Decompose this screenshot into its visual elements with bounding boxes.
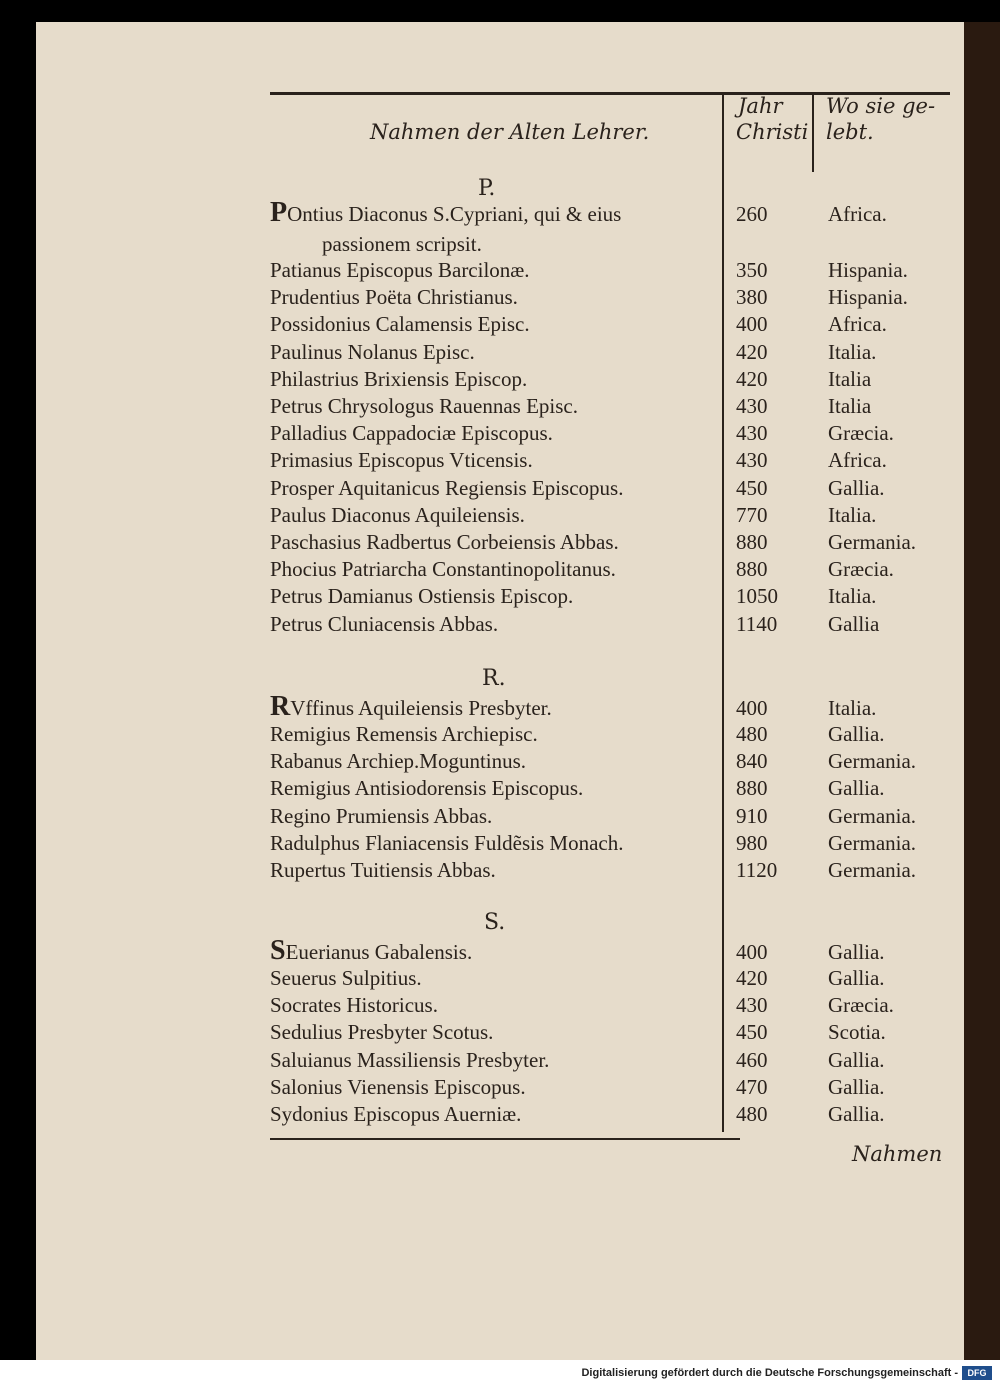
bottom-rule [270,1138,740,1140]
entry-place: Scotia. [828,1020,886,1044]
entry-place: Gallia. [828,722,885,746]
entry-name-rest: Ontius Diaconus S.Cypriani, qui & eius [287,202,622,226]
entry-place: Italia. [828,584,877,608]
table-row [270,1048,950,1075]
table-row [270,749,950,776]
entry-year: 1050 [736,584,778,608]
entry-name: Socrates Historicus. [270,993,438,1017]
header-year-line2: Christi [736,120,809,144]
table-row [270,722,950,749]
catchword: Nahmen [852,1142,943,1166]
entry-place: Italia. [828,340,877,364]
table-row [270,448,950,475]
entry-name: Rupertus Tuitiensis Abbas. [270,858,496,882]
section-letter-p: P. [478,176,496,201]
entry-name: Petrus Chrysologus Rauennas Episc. [270,394,578,418]
entry-name [270,691,552,722]
initial-capital: S [270,935,286,966]
table-row [270,1020,950,1047]
entry-year: 400 [736,312,768,336]
table-row [270,858,950,885]
entry-year: 400 [736,696,768,720]
entry-year: 450 [736,476,768,500]
table-row [270,993,950,1020]
table-row [270,285,950,312]
table-row [270,966,950,993]
table-row [270,612,950,639]
column-divider-place [812,92,814,172]
entry-year: 260 [736,202,768,226]
table-row [270,421,950,448]
entry-name: Primasius Episcopus Vticensis. [270,448,533,472]
entry-name: Regino Prumiensis Abbas. [270,804,493,828]
header-place-line2: lebt. [826,120,874,144]
entry-year: 430 [736,394,768,418]
entry-year: 770 [736,503,768,527]
entry-year: 1120 [736,858,778,882]
entry-name: Prosper Aquitanicus Regiensis Episcopus. [270,476,624,500]
entry-year: 430 [736,993,768,1017]
entry-place: Germania. [828,858,917,882]
entry-name: Paschasius Radbertus Corbeiensis Abbas. [270,530,619,554]
entry-place: Græcia. [828,421,894,445]
entry-year: 910 [736,804,768,828]
entry-name: Possidonius Calamensis Episc. [270,312,530,336]
table-row [270,340,950,367]
entry-year: 350 [736,258,768,282]
entry-name: Phocius Patriarcha Constantinopolitanus. [270,557,616,581]
entry-place: Græcia. [828,993,894,1017]
entry-name: Rabanus Archiep.Moguntinus. [270,749,527,773]
entry-place: Africa. [828,448,887,472]
entry-place: Gallia. [828,940,885,964]
entry-name: Prudentius Poëta Christianus. [270,285,518,309]
entry-place: Hispania. [828,258,908,282]
entry-year: 430 [736,421,768,445]
entry-year: 450 [736,1020,768,1044]
table-row [270,503,950,530]
entry-year: 470 [736,1075,768,1099]
entry-place: Gallia. [828,1102,885,1126]
entry-name: Sydonius Episcopus Auerniæ. [270,1102,522,1126]
table-row [270,367,950,394]
entry-name: Petrus Damianus Ostiensis Episcop. [270,584,574,608]
digitization-footer [0,1360,1000,1386]
entry-year: 430 [736,448,768,472]
table-row [270,1102,950,1129]
entry-place: Gallia [828,612,880,636]
entry-year: 880 [736,530,768,554]
header-year-line1: Jahr [738,94,783,118]
entry-year: 380 [736,285,768,309]
entry-name: Philastrius Brixiensis Episcop. [270,367,528,391]
entry-place: Germania. [828,804,917,828]
entry-year: 980 [736,831,768,855]
entry-year: 480 [736,722,768,746]
entry-year: 420 [736,966,768,990]
entry-name: Sedulius Presbyter Scotus. [270,1020,494,1044]
table-row [270,831,950,858]
entry-year: 840 [736,749,768,773]
entry-continuation: passionem scripsit. [322,232,482,256]
table-row [270,476,950,503]
table-row [270,197,950,229]
header-names: Nahmen der Alten Lehrer. [370,120,650,144]
table-row [270,394,950,421]
entry-name: Remigius Antisiodorensis Episcopus. [270,776,584,800]
entry-place: Græcia. [828,557,894,581]
table-row [270,935,950,967]
table-row [270,258,950,285]
entry-name-rest: Vffinus Aquileiensis Presbyter. [290,696,552,720]
entry-place: Gallia. [828,1048,885,1072]
initial-capital: R [270,691,291,722]
entry-name-rest: Euerianus Gabalensis. [285,940,473,964]
entry-place: Gallia. [828,776,885,800]
entry-place: Gallia. [828,1075,885,1099]
initial-capital: P [270,197,288,228]
entry-name [270,935,473,966]
entry-year: 480 [736,1102,768,1126]
table-row [270,804,950,831]
entry-name: Remigius Remensis Archiepisc. [270,722,538,746]
entry-name: Saluianus Massiliensis Presbyter. [270,1048,550,1072]
entry-place: Italia [828,367,872,391]
entry-place: Africa. [828,312,887,336]
header-place-line1: Wo sie ge- [826,94,936,118]
entry-name: Paulus Diaconus Aquileiensis. [270,503,525,527]
entry-place: Italia. [828,503,877,527]
entry-name: Patianus Episcopus Barcilonæ. [270,258,530,282]
entry-year: 420 [736,367,768,391]
section-letter-r: R. [482,666,506,691]
entry-place: Gallia. [828,966,885,990]
entry-name: Seuerus Sulpitius. [270,966,422,990]
entry-place: Gallia. [828,476,885,500]
entry-name: Radulphus Flaniacensis Fuldẽsis Monach. [270,831,624,855]
table-row [270,530,950,557]
entry-place: Africa. [828,202,887,226]
entry-name [270,197,622,228]
entry-place: Italia. [828,696,877,720]
entry-year: 880 [736,776,768,800]
entry-place: Italia [828,394,872,418]
table-row [270,776,950,803]
entry-year: 400 [736,940,768,964]
entry-name: Palladius Cappadociæ Episcopus. [270,421,553,445]
entry-year: 880 [736,557,768,581]
table-row [270,557,950,584]
table-row [270,312,950,339]
entry-year: 420 [736,340,768,364]
table-row [270,691,950,723]
entry-name: Petrus Cluniacensis Abbas. [270,612,499,636]
book-binding [964,22,1000,1360]
table-row [270,584,950,611]
entry-name: Salonius Vienensis Episcopus. [270,1075,526,1099]
footer-text: Digitalisierung gefördert durch die Deutsche Forschungsgemeinschaft - [581,1367,958,1379]
dfg-logo: DFG [962,1366,992,1380]
entry-place: Germania. [828,831,917,855]
entry-name: Paulinus Nolanus Episc. [270,340,475,364]
entry-year: 1140 [736,612,778,636]
entry-place: Germania. [828,749,917,773]
section-letter-s: S. [484,910,506,935]
entry-place: Germania. [828,530,917,554]
entry-year: 460 [736,1048,768,1072]
entry-place: Hispania. [828,285,908,309]
table-row [270,1075,950,1102]
